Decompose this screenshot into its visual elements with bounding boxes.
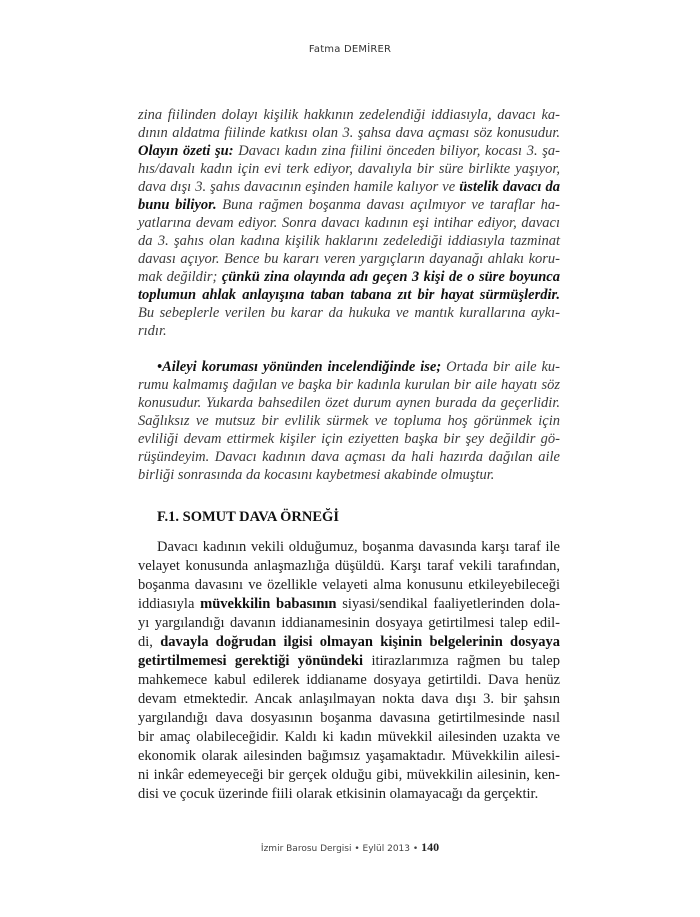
text-line xyxy=(138,268,560,286)
text-line xyxy=(138,652,560,670)
text-line: velayet konusunda anlaşmazlığa düşüldü. Karşı taraf vekili tarafından, xyxy=(138,558,560,574)
text-line: rumu kalmamış dağılan ve başka bir kadınla kurulan bir aile hayatı söz xyxy=(138,377,560,393)
text-run: di, xyxy=(138,634,161,650)
text-line xyxy=(138,196,560,214)
text-run: Davacı kadın zina fiilini önceden biliyor, kocası 3. şa- xyxy=(233,143,560,159)
bold-phrase: müvekkilin babasının xyxy=(200,596,337,612)
bold-phrase: Olayın özeti şu: xyxy=(138,143,234,159)
text-line: ekonomik olarak ailesinden bağımsız yaşamaktadır. Müvekkilin ailesi- xyxy=(138,748,560,764)
text-line: rıdır. xyxy=(138,323,167,339)
text-line: zina fiilinden dolayı kişilik hakkının zedelendiği iddiasıyla, davacı ka- xyxy=(138,107,560,123)
bold-phrase: üstelik davacı da xyxy=(459,179,560,195)
bold-phrase: çünkü zina olayında adı geçen 3 kişi de o süre boyunca xyxy=(221,269,560,285)
text-line: mahkemece kabul edilerek iddianame dosyaya getirtildi. Dava henüz xyxy=(138,672,560,688)
text-run: dava dışı 3. şahıs davacının eşinden hamile kalıyor ve xyxy=(138,179,460,195)
bold-phrase: toplumun ahlak anlayışına taban tabana zıt bir hayat sürmüşlerdir. xyxy=(138,287,560,303)
text-line: dının aldatma fiilinde katkısı olan 3. şahsa dava açması söz konusudur. xyxy=(138,125,560,141)
text-run: Ortada bir aile ku- xyxy=(441,359,560,375)
text-line: ni inkâr edemeyeceği bir gerçek olduğu gibi, müvekkilin ailesinin, ken- xyxy=(138,767,560,783)
text-run: itirazlarımıza rağmen bu talep xyxy=(363,653,560,669)
text-line: Davacı kadının vekili olduğumuz, boşanma davasında karşı taraf ile xyxy=(157,539,560,555)
bold-phrase: bunu biliyor. xyxy=(138,197,217,213)
bold-phrase: getirtilmemesi gerektiği yönündeki xyxy=(138,653,364,669)
text-line: Bu sebeplerle verilen bu karar da hukuka ve mantık kurallarına aykı- xyxy=(138,305,560,321)
text-line xyxy=(138,286,560,304)
text-run: Buna rağmen boşanma davası açılmıyor ve taraflar ha- xyxy=(216,197,560,213)
text-line: rüşündeyim. Davacı kadının dava açması da hali hazırda dağılan aile xyxy=(138,449,560,465)
bold-phrase: davayla doğrudan ilgisi olmayan kişinin belgelerinin dosyaya xyxy=(160,634,560,650)
running-head: Fatma DEMİRER xyxy=(308,44,392,55)
text-line: davası açıyor. Bence bu kararı veren yargıçların dayanağı ahlakı koru- xyxy=(138,251,560,267)
text-line: da 3. şahıs olan kadına kişilik haklarını zedelediği iddiasıyla tazminat xyxy=(138,233,560,249)
text-run: mak değildir; xyxy=(138,269,222,285)
text-line xyxy=(138,595,560,613)
text-line: yargılandığı dava dosyasının boşanma davasına getirtilmesinde nasıl xyxy=(138,710,560,726)
text-run: siyasi/sendikal faaliyetlerinden dola- xyxy=(336,596,560,612)
text-line: hıs/davalı kadın için evi terk ediyor, davalıyla bir süre birlikte yaşıyor, xyxy=(138,161,560,177)
text-line: yatlarına devam ediyor. Sonra davacı kadının eşi intihar ediyor, davacı xyxy=(138,215,560,231)
text-run: iddiasıyla xyxy=(138,596,201,612)
text-line xyxy=(138,633,560,651)
bold-phrase: •Aileyi koruması yönünden incelendiğinde ise; xyxy=(157,359,442,375)
page-footer xyxy=(0,840,700,855)
section-heading: F.1. SOMUT DAVA ÖRNEĞİ xyxy=(157,509,339,525)
text-line: konusudur. Yukarda bahsedilen özet durum aynen burada da geçerlidir. xyxy=(138,395,560,411)
text-line: Sağlıksız ve mutsuz bir evlilik sürmek ve topluma hoş görünmek için xyxy=(138,413,560,429)
page-number: 140 xyxy=(421,840,440,854)
text-line: evliliği devam ettirmek kişiler için eziyetten başka bir şey değildir gö- xyxy=(138,431,560,447)
text-line xyxy=(157,358,560,376)
text-line: devam etmektedir. Ancak anlaşılmayan nokta dava dışı 3. bir şahsın xyxy=(138,691,560,707)
text-line xyxy=(138,142,560,160)
text-line: disi ve çocuk üzerinde fiili olarak etkisinin olamayacağı da gerçektir. xyxy=(138,786,539,802)
text-line: yı yargılandığı davanın iddianamesinin dosyaya getirtilmesi talep edil- xyxy=(138,615,560,631)
text-line: boşanma davasını ve özellikle velayeti alma konusunu etkileyebileceği xyxy=(138,577,560,593)
text-line xyxy=(138,178,560,196)
text-line: birliği sonrasında da kocasını kaybetmesi akabinde olmuştur. xyxy=(138,467,495,483)
text-line: bir amaç olabileceğidir. Kaldı ki kadın müvekkil ailesinden uzakta ve xyxy=(138,729,560,745)
journal-name: İzmir Barosu Dergisi • Eylül 2013 • xyxy=(260,844,419,854)
